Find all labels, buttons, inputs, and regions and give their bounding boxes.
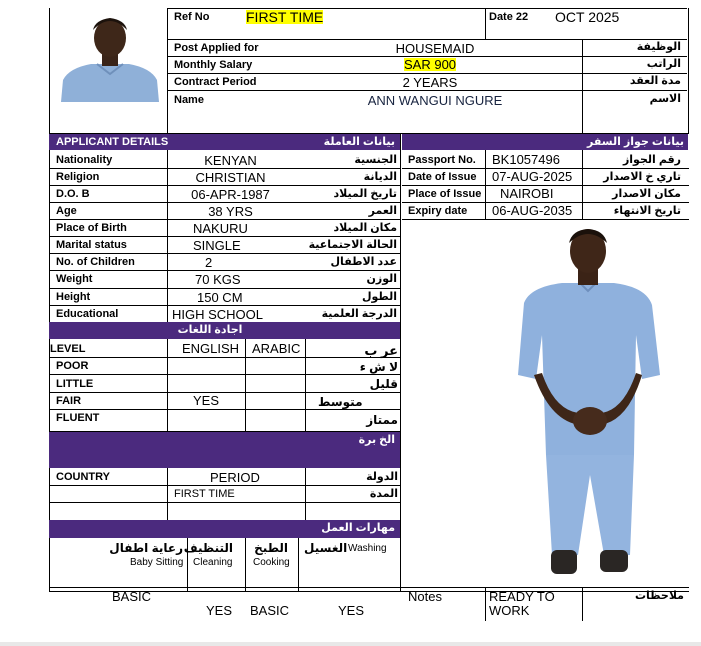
passport-no-value: BK1057496: [492, 152, 560, 167]
education-label-ar: الدرجة العلمية: [321, 308, 397, 320]
washing-label: Washing: [348, 543, 387, 554]
first-time-value: FIRST TIME: [174, 488, 235, 500]
nationality-label: Nationality: [56, 154, 113, 166]
period-label-ar: المدة: [369, 488, 398, 500]
level-little-label-ar: قليل: [369, 377, 398, 391]
age-value: 38 YRS: [208, 204, 253, 219]
weight-label-ar: الوزن: [366, 273, 397, 285]
arabic-label-ar: عر ب: [364, 343, 398, 358]
babysitting-label-ar: رعاية اطفال: [109, 541, 183, 555]
issue-place-value: NAIROBI: [500, 186, 554, 201]
place-of-birth-label: Place of Birth: [56, 222, 127, 234]
experience-title-ar: الخ برة: [358, 434, 395, 446]
level-fair-label-ar: متوسط: [318, 395, 363, 409]
level-poor-label-ar: لا ش ء: [359, 360, 398, 374]
weight-value: 70 KGS: [195, 272, 241, 287]
level-fluent-label-ar: ممتاز: [366, 413, 398, 427]
dob-value: 06-APR-1987: [191, 187, 270, 202]
english-fair-value: YES: [193, 393, 220, 408]
religion-label: Religion: [56, 171, 100, 183]
arabic-label: ARABIC: [252, 341, 301, 356]
children-label-ar: عدد الاطفال: [330, 256, 397, 268]
issue-date-label: Date of Issue: [408, 171, 477, 183]
religion-label-ar: الديانة: [363, 171, 397, 183]
issue-date-value: 07-AUG-2025: [492, 169, 573, 184]
level-poor-label: POOR: [56, 360, 89, 372]
level-label: LEVEL: [50, 343, 86, 355]
notes-label-ar: ملاحظات: [635, 590, 684, 602]
education-value: HIGH SCHOOL: [172, 307, 264, 322]
applicant-headshot: [57, 10, 163, 102]
children-value: 2: [205, 255, 213, 270]
dob-label: D.O. B: [56, 188, 90, 200]
weight-label: Weight: [56, 273, 93, 285]
level-little-label: LITTLE: [56, 378, 94, 390]
applicant-full-photo: [510, 225, 665, 585]
education-label: Educational: [56, 308, 119, 320]
level-fair-label: FAIR: [56, 395, 82, 407]
skills-title-ar: مهارات العمل: [321, 522, 395, 534]
issue-date-label-ar: تاري خ الاصدار: [603, 171, 681, 183]
applicant-details-title: APPLICANT DETAILS: [56, 136, 169, 148]
passport-title-ar: بيانات جواز السفر: [587, 136, 684, 148]
expiry-date-label-ar: تاريخ الانتهاء: [613, 205, 681, 217]
name-label-ar: الاسم: [649, 93, 681, 105]
expiry-date-label: Expiry date: [408, 205, 468, 217]
post-label: Post Applied for: [174, 42, 259, 54]
washing-label-ar: الغسيل: [304, 541, 348, 555]
marital-status-label-ar: الحالة الاجتماعية: [308, 239, 397, 251]
languages-title-ar: اجادة اللغات: [177, 324, 243, 336]
marital-status-value: SINGLE: [193, 238, 241, 253]
english-label: ENGLISH: [182, 341, 240, 356]
cooking-label: Cooking: [253, 557, 290, 568]
cooking-label-ar: الطبخ: [254, 541, 288, 555]
passport-no-label-ar: رقم الجواز: [622, 154, 681, 166]
period-label: PERIOD: [210, 470, 260, 485]
post-label-ar: الوظيفة: [636, 41, 681, 53]
name-label: Name: [174, 94, 204, 106]
page-bottom-edge: [0, 642, 701, 646]
country-label: COUNTRY: [56, 471, 110, 483]
date-label: Date 22: [489, 11, 529, 23]
cleaning-label-ar: التنظيف: [183, 541, 233, 555]
cooking-value: BASIC: [250, 603, 290, 618]
cleaning-value: YES: [206, 603, 233, 618]
salary-label: Monthly Salary: [174, 59, 253, 71]
country-label-ar: الدولة: [366, 471, 398, 483]
contract-label: Contract Period: [174, 76, 257, 88]
height-label: Height: [56, 291, 91, 303]
marital-status-label: Marital status: [56, 239, 127, 251]
babysitting-label: Baby Sitting: [130, 557, 184, 568]
dob-label-ar: تاريخ الميلاد: [333, 188, 397, 200]
cleaning-label: Cleaning: [193, 557, 233, 568]
washing-value: YES: [338, 603, 365, 618]
post-value: HOUSEMAID: [395, 41, 475, 56]
height-value: 150 CM: [197, 290, 243, 305]
place-of-birth-label-ar: مكان الميلاد: [333, 222, 397, 234]
contract-value: 2 YEARS: [402, 75, 458, 90]
notes-label: Notes: [408, 589, 442, 604]
level-fluent-label: FLUENT: [56, 412, 100, 424]
contract-label-ar: مدة العقد: [629, 75, 681, 87]
passport-no-label: Passport No.: [408, 154, 476, 166]
age-label-ar: العمر: [368, 205, 397, 217]
issue-place-label-ar: مكان الاصدار: [612, 188, 681, 200]
salary-label-ar: الراتب: [646, 58, 681, 70]
salary-value: SAR 900: [404, 57, 457, 72]
ref-no-label: Ref No: [174, 11, 210, 23]
nationality-value: KENYAN: [204, 153, 257, 168]
nationality-label-ar: الجنسية: [354, 154, 397, 166]
expiry-date-value: 06-AUG-2035: [492, 203, 573, 218]
religion-value: CHRISTIAN: [195, 170, 266, 185]
notes-value: READY TO WORK: [489, 589, 555, 618]
age-label: Age: [56, 205, 77, 217]
height-label-ar: الطول: [361, 291, 397, 303]
issue-place-label: Place of Issue: [408, 188, 482, 200]
ref-no-value: FIRST TIME: [246, 9, 324, 25]
children-label: No. of Children: [56, 256, 135, 268]
name-value: ANN WANGUI NGURE: [367, 93, 503, 108]
applicant-details-title-ar: بيانات العاملة: [323, 136, 395, 148]
place-of-birth-value: NAKURU: [193, 221, 248, 236]
babysitting-value: BASIC: [112, 589, 152, 604]
date-value: OCT 2025: [555, 9, 620, 25]
